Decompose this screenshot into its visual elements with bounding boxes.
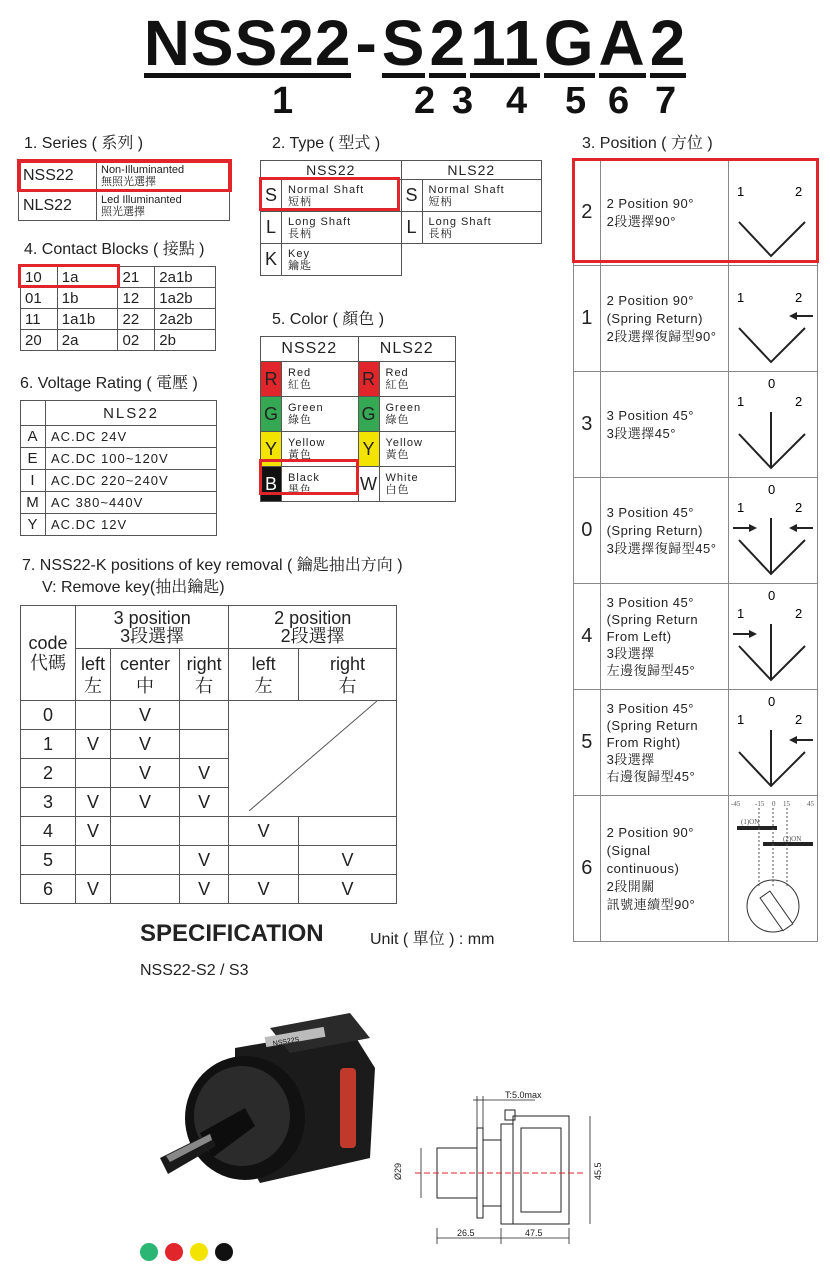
- contact-heading: 4. Contact Blocks ( 接點 ): [24, 241, 205, 258]
- color-en: Yellow: [288, 437, 326, 449]
- key-cell: V: [111, 730, 180, 759]
- svg-text:-45: -45: [730, 800, 741, 808]
- contact-code: 02: [118, 330, 155, 351]
- spec-model: NSS22-S2 / S3: [140, 962, 249, 979]
- position-line: (Spring Return): [606, 522, 703, 538]
- position-code: 4: [574, 584, 601, 690]
- series-code: NSS22: [19, 161, 97, 191]
- key-diagonal-icon: [249, 701, 377, 811]
- color-col-nss22: NSS22: [261, 337, 359, 362]
- color-zh: 黑色: [288, 484, 312, 496]
- position-line: 3段選擇: [606, 646, 655, 661]
- position-line: 3 Position 45°: [606, 504, 694, 520]
- type-code: L: [401, 212, 422, 244]
- svg-text:26.5: 26.5: [457, 1228, 475, 1238]
- color-en: White: [385, 472, 419, 484]
- contact-code: 20: [21, 330, 58, 351]
- svg-text:2: 2: [794, 184, 803, 199]
- position-line: 3段選擇: [606, 752, 655, 767]
- svg-text:0: 0: [767, 482, 776, 497]
- key-right: right: [186, 653, 222, 674]
- svg-text:1: 1: [736, 184, 745, 199]
- voltage-code: A: [21, 426, 46, 448]
- position-line: 右邊復歸型45°: [606, 769, 696, 784]
- key-cell: [179, 701, 228, 730]
- color-zh: 紅色: [288, 379, 312, 391]
- color-en: Red: [385, 367, 409, 379]
- key-2pos: 2 position: [274, 608, 352, 628]
- type-highlight: [259, 177, 400, 211]
- position-code: 3: [574, 372, 601, 478]
- key-cell: V: [76, 875, 111, 904]
- key-cell: V: [76, 788, 111, 817]
- color-dot-yellow: [190, 1243, 208, 1261]
- type-en: Long Shaft: [288, 215, 352, 228]
- key-center: center: [120, 653, 171, 674]
- position-code: 2: [574, 160, 601, 266]
- svg-text:1: 1: [736, 500, 745, 515]
- contact-value: 2a1b: [155, 267, 216, 288]
- key-cell: V: [179, 846, 228, 875]
- position-2-90-spring-icon: [729, 266, 817, 366]
- color-zh: 綠色: [385, 414, 410, 426]
- color-zh: 黃色: [385, 449, 410, 461]
- series-highlight: [17, 159, 232, 192]
- title-type: S: [381, 7, 426, 79]
- type-en: Normal Shaft: [428, 183, 505, 196]
- key-cell: [111, 817, 180, 846]
- position-highlight: [572, 158, 819, 263]
- digit-5: 5: [565, 80, 587, 122]
- contact-value: 1a2b: [155, 288, 216, 309]
- type-col-nss22: NSS22: [261, 161, 402, 180]
- color-en: Green: [385, 402, 422, 414]
- contact-code: 11: [21, 309, 58, 330]
- key-left: left: [251, 653, 276, 674]
- position-code: 5: [574, 690, 601, 796]
- position-line: (Signal continuous): [606, 842, 680, 876]
- voltage-code: M: [21, 492, 46, 514]
- key-cell: V: [76, 817, 111, 846]
- position-3-45-icon: [729, 372, 817, 472]
- color-en: Black: [288, 472, 320, 484]
- position-line: 2 Position 90°: [606, 824, 694, 840]
- svg-text:15: 15: [782, 800, 790, 808]
- key-cell: V: [111, 788, 180, 817]
- key-cell: V: [179, 788, 228, 817]
- contact-highlight: [18, 264, 120, 288]
- type-en: Normal Shaft: [288, 183, 365, 196]
- svg-text:0: 0: [767, 376, 776, 391]
- voltage-value: AC.DC 24V: [46, 426, 217, 448]
- dimension-drawing: [385, 1088, 615, 1248]
- key-code-zh: 代碼: [30, 653, 66, 673]
- spec-title: SPECIFICATION: [140, 920, 324, 947]
- series-en: Led Illuminanted: [101, 193, 182, 206]
- key-cell: [229, 846, 299, 875]
- key-left-zh: 左: [254, 675, 273, 696]
- digit-3: 3: [452, 80, 474, 122]
- position-3-45-left-icon: [729, 584, 817, 684]
- contact-value: 1b: [57, 288, 118, 309]
- color-zh: 綠色: [288, 414, 312, 426]
- key-cell: [76, 701, 111, 730]
- type-code: S: [261, 180, 282, 212]
- svg-text:1: 1: [736, 712, 745, 727]
- position-line: From Left): [606, 629, 672, 644]
- type-col-nls22: NLS22: [401, 161, 542, 180]
- title-series: NSS22: [143, 7, 352, 79]
- color-swatch-green: G: [358, 397, 379, 432]
- key-cell: V: [229, 817, 299, 846]
- key-2pos-zh: 2段選擇: [280, 626, 345, 646]
- key-heading: 7. NSS22-K positions of key removal ( 鑰匙抽出方向 ): [22, 557, 403, 574]
- position-line: 3 Position 45°: [606, 407, 694, 423]
- voltage-col: NLS22: [46, 401, 217, 426]
- position-line: 2段選擇復歸型90°: [606, 328, 717, 344]
- voltage-code: E: [21, 448, 46, 470]
- color-dot-green: [140, 1243, 158, 1261]
- position-signal-icon: [729, 796, 817, 936]
- type-zh: 長柄: [428, 227, 453, 240]
- color-zh: 白色: [385, 484, 410, 496]
- key-row-code: 3: [21, 788, 76, 817]
- color-swatch-green: G: [261, 397, 282, 432]
- position-line: From Right): [606, 735, 681, 750]
- position-line: 3段選擇復歸型45°: [606, 540, 717, 556]
- position-code: 0: [574, 478, 601, 584]
- svg-text:47.5: 47.5: [525, 1228, 543, 1238]
- key-table: [20, 605, 397, 904]
- type-zh: 短柄: [428, 195, 453, 208]
- key-left: left: [81, 653, 106, 674]
- key-3pos: 3 position: [113, 608, 191, 628]
- svg-text:2: 2: [794, 290, 803, 305]
- color-heading: 5. Color ( 顏色 ): [272, 311, 385, 328]
- key-cell: [179, 730, 228, 759]
- contact-code: 12: [118, 288, 155, 309]
- position-line: 訊號連續型90°: [606, 896, 696, 912]
- contact-value: 2b: [155, 330, 216, 351]
- svg-text:NSS22S: NSS22S: [272, 1036, 301, 1048]
- key-code-label: code: [28, 633, 68, 653]
- svg-text:45: 45: [806, 800, 814, 808]
- series-zh: 照光選擇: [101, 205, 145, 218]
- svg-text:2: 2: [794, 712, 803, 727]
- position-line: 左邊復歸型45°: [606, 663, 696, 678]
- position-line: 3 Position 45°: [606, 595, 694, 610]
- color-dot-black: [215, 1243, 233, 1261]
- svg-text:-15: -15: [754, 800, 765, 808]
- contact-value: 2a: [57, 330, 118, 351]
- position-3-45-spring-icon: [729, 478, 817, 578]
- position-3-45-right-icon: [729, 690, 817, 790]
- type-zh: 鑰匙: [288, 259, 312, 272]
- svg-text:2: 2: [794, 500, 803, 515]
- voltage-code: I: [21, 470, 46, 492]
- key-cell: V: [298, 846, 396, 875]
- contact-value: 1a: [57, 267, 118, 288]
- key-left-zh: 左: [84, 675, 103, 696]
- position-line: (Spring Return: [606, 612, 699, 627]
- svg-text:2: 2: [794, 606, 803, 621]
- spec-unit: Unit ( 單位 ) : mm: [370, 931, 495, 948]
- voltage-table: [20, 400, 217, 536]
- color-swatch-red: R: [261, 362, 282, 397]
- series-heading: 1. Series ( 系列 ): [24, 135, 144, 152]
- color-en: Red: [288, 367, 312, 379]
- color-zh: 紅色: [385, 379, 410, 391]
- color-en: Yellow: [385, 437, 423, 449]
- key-cell: V: [76, 730, 111, 759]
- svg-text:0: 0: [767, 588, 776, 603]
- title-color: G: [543, 7, 595, 79]
- voltage-value: AC.DC 12V: [46, 514, 217, 536]
- key-cell: [76, 846, 111, 875]
- digit-6: 6: [608, 80, 630, 122]
- svg-text:1: 1: [736, 606, 745, 621]
- position-line: 3段選擇45°: [606, 425, 676, 441]
- key-row-code: 0: [21, 701, 76, 730]
- contact-code: 22: [118, 309, 155, 330]
- position-line: 2段開關: [606, 878, 655, 894]
- svg-text:45.5: 45.5: [593, 1162, 603, 1180]
- product-photo: [150, 1008, 390, 1198]
- svg-text:Ø29: Ø29: [393, 1162, 403, 1180]
- key-cell: V: [111, 759, 180, 788]
- key-right-zh: 右: [338, 675, 357, 696]
- series-code: NLS22: [19, 191, 97, 221]
- series-row-nls22: [19, 191, 230, 221]
- key-row-code: 6: [21, 875, 76, 904]
- position-line: 2段選擇90°: [606, 213, 676, 229]
- voltage-heading: 6. Voltage Rating ( 電壓 ): [20, 375, 198, 392]
- type-en: Key: [288, 247, 310, 260]
- color-col-nls22: NLS22: [358, 337, 456, 362]
- title-position: 2: [429, 7, 467, 79]
- key-cell: [111, 875, 180, 904]
- voltage-value: AC.DC 100~120V: [46, 448, 217, 470]
- color-swatch-white: W: [358, 467, 379, 502]
- title-key: 2: [649, 7, 687, 79]
- type-code: L: [261, 212, 282, 244]
- svg-text:1: 1: [736, 394, 745, 409]
- position-line: (Spring Return): [606, 310, 703, 326]
- contact-code: 21: [118, 267, 155, 288]
- title-contact: 11: [470, 7, 540, 79]
- type-zh: 短柄: [288, 195, 312, 208]
- type-heading: 2. Type ( 型式 ): [272, 135, 381, 152]
- key-cell: V: [111, 701, 180, 730]
- color-highlight: [259, 459, 359, 495]
- svg-text:T:5.0max: T:5.0max: [505, 1090, 542, 1100]
- color-swatch-yellow: Y: [261, 432, 282, 467]
- digit-1: 1: [272, 80, 294, 122]
- color-swatch-black: B: [261, 467, 282, 502]
- position-code: 6: [574, 796, 601, 942]
- svg-text:2: 2: [794, 394, 803, 409]
- type-code: K: [261, 244, 282, 276]
- color-swatch-red: R: [358, 362, 379, 397]
- key-row-code: 2: [21, 759, 76, 788]
- model-code-title: [0, 6, 830, 80]
- key-cell: V: [179, 759, 228, 788]
- position-line: 3 Position 45°: [606, 701, 694, 716]
- title-dash: -: [355, 7, 378, 79]
- key-cell: V: [229, 875, 299, 904]
- svg-text:(2)ON: (2)ON: [782, 835, 802, 843]
- contact-value: 1a1b: [57, 309, 118, 330]
- type-en: Long Shaft: [428, 215, 492, 228]
- svg-text:(1)ON: (1)ON: [740, 818, 760, 826]
- position-line: 2 Position 90°: [606, 292, 694, 308]
- key-subheading: V: Remove key(抽出鑰匙): [42, 579, 225, 596]
- key-3pos-zh: 3段選擇: [120, 626, 185, 646]
- key-cell: [111, 846, 180, 875]
- svg-text:0: 0: [771, 800, 776, 808]
- key-cell: V: [298, 875, 396, 904]
- contact-code: 10: [21, 267, 58, 288]
- color-zh: 黃色: [288, 449, 312, 461]
- position-line: 2 Position 90°: [606, 195, 694, 211]
- key-cell: [298, 817, 396, 846]
- contact-code: 01: [21, 288, 58, 309]
- contact-value: 2a2b: [155, 309, 216, 330]
- color-en: Green: [288, 402, 324, 414]
- key-cell: [76, 759, 111, 788]
- voltage-value: AC.DC 220~240V: [46, 470, 217, 492]
- digit-4: 4: [506, 80, 528, 122]
- series-en: Non-Illuminanted: [101, 163, 185, 176]
- digit-7: 7: [655, 80, 677, 122]
- svg-text:1: 1: [736, 290, 745, 305]
- key-row-code: 4: [21, 817, 76, 846]
- key-cell: [179, 817, 228, 846]
- type-zh: 長柄: [288, 227, 312, 240]
- color-swatch-yellow: Y: [358, 432, 379, 467]
- key-right-zh: 右: [195, 675, 214, 696]
- key-right: right: [329, 653, 365, 674]
- position-table: [573, 159, 818, 942]
- svg-text:0: 0: [767, 694, 776, 709]
- position-code: 1: [574, 266, 601, 372]
- color-dot-red: [165, 1243, 183, 1261]
- key-cell: V: [179, 875, 228, 904]
- key-row-code: 5: [21, 846, 76, 875]
- type-code: S: [401, 180, 422, 212]
- key-center-zh: 中: [136, 675, 155, 696]
- key-row-code: 1: [21, 730, 76, 759]
- title-voltage: A: [598, 7, 646, 79]
- position-line: (Spring Return: [606, 718, 699, 733]
- voltage-value: AC 380~440V: [46, 492, 217, 514]
- series-zh: 無照光選擇: [101, 175, 156, 188]
- position-heading: 3. Position ( 方位 ): [582, 135, 713, 152]
- digit-2: 2: [414, 80, 436, 122]
- voltage-code: Y: [21, 514, 46, 536]
